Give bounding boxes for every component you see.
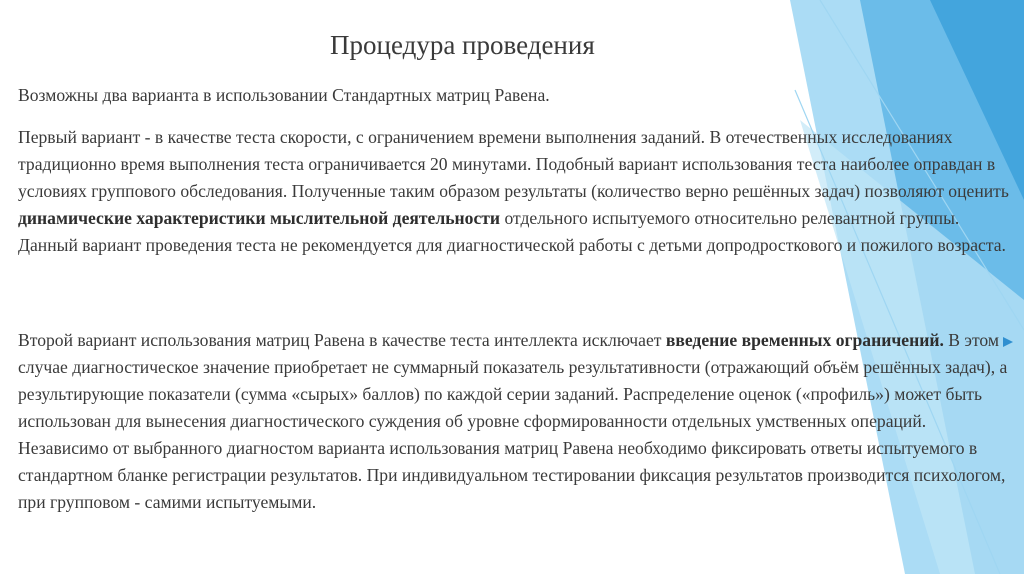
paragraph-first-variant bbox=[18, 124, 1013, 259]
paragraph-text: отдельного испытуемого относительно релевантной группы. Данный вариант проведения теста не рекомендуется для диагностической работы с детьми допродросткового и пожилого возраста. bbox=[18, 208, 1006, 255]
slide-title: Процедура проведения bbox=[330, 30, 595, 60]
paragraph-intro: Возможны два варианта в использовании Стандартных матриц Равена. bbox=[18, 85, 550, 105]
emphasis-text: введение временных ограничений. bbox=[665, 330, 944, 350]
paragraph-second-variant bbox=[18, 327, 1013, 516]
emphasis-text: динамические характеристики мыслительной деятельности bbox=[18, 208, 501, 228]
paragraph-text: Второй вариант использования матриц Равена в качестве теста интеллекта исключает bbox=[18, 330, 666, 350]
paragraph-text: Первый вариант - в качестве теста скорости, с ограничением времени выполнения заданий. В отечественных исследованиях традиционно время выполнения теста ограничивается 20 минутами. Подобный вариант использования теста наиболее оправдан в условиях группового обследования. Полученные таким образом результаты (количество верно решённых задач) позволяют оценить bbox=[18, 127, 1009, 201]
paragraph-text: В этом случае диагностическое значение приобретает не суммарный показатель результативности (отражающий объём решённых задач), а результирующие показатели (сумма «сырых» баллов) по каждой серии заданий. Распределение оценок («профиль») может быть использован для вынесения диагностического суждения об уровне сформированности отдельных умственных операций. Независимо от выбранного диагностом варианта использования матриц Равена необходимо фиксировать ответы испытуемого в стандартном бланке регистрации результатов. При индивидуальном тестировании фиксация результатов производится психологом, при групповом - самими испытуемыми. bbox=[18, 330, 1008, 512]
